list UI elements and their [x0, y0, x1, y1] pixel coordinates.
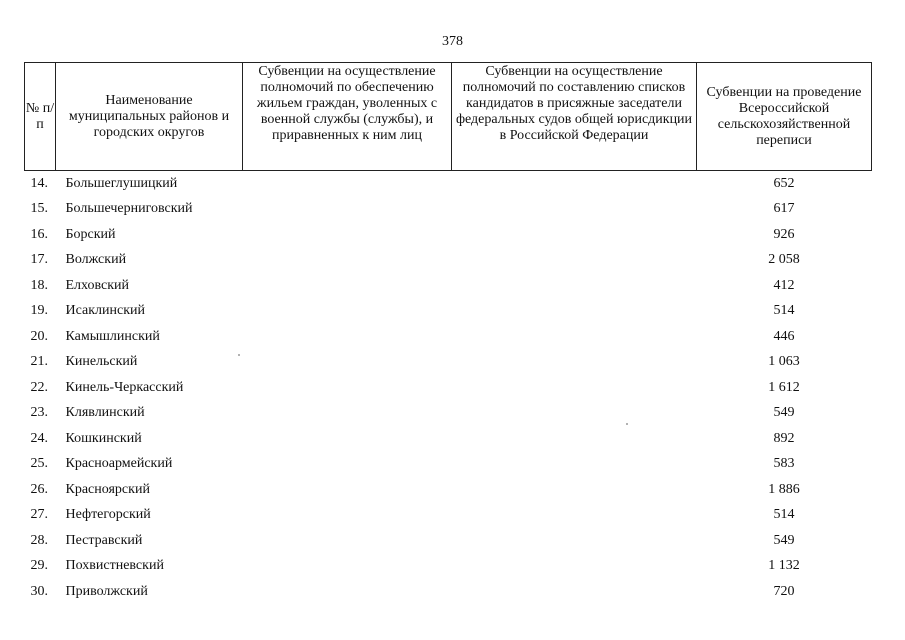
- row-number: 18.: [30, 277, 48, 293]
- row-agricultural-census-subvention: 926: [773, 226, 795, 242]
- row-housing-subvention: [243, 273, 452, 299]
- row-agricultural-census-subvention: 1 063: [768, 354, 800, 370]
- table-row: [25, 248, 872, 274]
- row-housing-subvention: [243, 248, 452, 274]
- row-housing-subvention: [243, 324, 452, 350]
- header-number: № п/п: [25, 63, 56, 171]
- table-row: [25, 426, 872, 452]
- row-municipality-name: Камышлинский: [65, 328, 160, 344]
- row-jurors-subvention: [452, 324, 697, 350]
- row-housing-subvention: [243, 477, 452, 503]
- row-jurors-subvention: [452, 452, 697, 478]
- row-municipality-name: Борский: [65, 226, 116, 242]
- row-municipality-name: Кинельский: [65, 354, 138, 370]
- row-municipality-name: Клявлинский: [65, 405, 145, 421]
- row-number: 23.: [30, 405, 48, 421]
- table-row: [25, 452, 872, 478]
- row-agricultural-census-subvention: 617: [773, 201, 795, 217]
- row-number: 29.: [30, 558, 48, 574]
- row-number: 22.: [30, 379, 48, 395]
- table-row: [25, 171, 872, 197]
- row-number: 21.: [30, 354, 48, 370]
- table-row: [25, 401, 872, 427]
- row-jurors-subvention: [452, 222, 697, 248]
- row-housing-subvention: [243, 299, 452, 325]
- table-row: [25, 554, 872, 580]
- row-jurors-subvention: [452, 579, 697, 605]
- row-municipality-name: Красноярский: [65, 481, 150, 497]
- row-housing-subvention: [243, 554, 452, 580]
- row-agricultural-census-subvention: 549: [773, 405, 795, 421]
- row-jurors-subvention: [452, 248, 697, 274]
- row-agricultural-census-subvention: 549: [773, 532, 795, 548]
- header-housing-subvention: Субвенции на осуществление полномочий по обеспечению жильем граждан, уволенных с военной службы (службы), и приравненных к ним лиц: [243, 63, 452, 171]
- row-jurors-subvention: [452, 528, 697, 554]
- table-row: [25, 324, 872, 350]
- page-number: 378: [442, 34, 463, 49]
- header-row: [25, 63, 872, 171]
- row-municipality-name: Похвистневский: [65, 558, 164, 574]
- row-housing-subvention: [243, 401, 452, 427]
- table-row: [25, 222, 872, 248]
- row-number: 20.: [30, 328, 48, 344]
- table-row: [25, 503, 872, 529]
- row-agricultural-census-subvention: 2 058: [768, 252, 800, 268]
- row-agricultural-census-subvention: 446: [773, 328, 795, 344]
- row-jurors-subvention: [452, 554, 697, 580]
- table-row: [25, 273, 872, 299]
- row-municipality-name: Нефтегорский: [65, 507, 151, 523]
- table-row: [25, 579, 872, 605]
- row-number: 19.: [30, 303, 48, 319]
- table-row: [25, 350, 872, 376]
- row-number: 17.: [30, 252, 48, 268]
- row-municipality-name: Елховский: [65, 277, 130, 293]
- row-housing-subvention: [243, 171, 452, 197]
- row-jurors-subvention: [452, 503, 697, 529]
- row-agricultural-census-subvention: 720: [773, 583, 795, 599]
- row-housing-subvention: [243, 350, 452, 376]
- table-row: [25, 528, 872, 554]
- row-agricultural-census-subvention: 514: [773, 507, 795, 523]
- table-row: [25, 375, 872, 401]
- row-housing-subvention: [243, 579, 452, 605]
- row-jurors-subvention: [452, 375, 697, 401]
- row-number: 15.: [30, 201, 48, 217]
- row-number: 25.: [30, 456, 48, 472]
- row-municipality-name: Большечерниговский: [65, 201, 193, 217]
- row-housing-subvention: [243, 426, 452, 452]
- row-jurors-subvention: [452, 401, 697, 427]
- table-row: [25, 477, 872, 503]
- row-agricultural-census-subvention: 1 612: [768, 379, 800, 395]
- row-municipality-name: Красноармейский: [65, 456, 173, 472]
- row-jurors-subvention: [452, 197, 697, 223]
- row-housing-subvention: [243, 222, 452, 248]
- row-housing-subvention: [243, 375, 452, 401]
- row-municipality-name: Кошкинский: [65, 430, 142, 446]
- row-housing-subvention: [243, 503, 452, 529]
- header-municipality-name: Наименование муниципальных районов и городских округов: [56, 63, 243, 171]
- row-agricultural-census-subvention: 652: [773, 175, 795, 191]
- table-row: [25, 299, 872, 325]
- row-jurors-subvention: [452, 350, 697, 376]
- row-jurors-subvention: [452, 477, 697, 503]
- row-housing-subvention: [243, 197, 452, 223]
- row-agricultural-census-subvention: 1 132: [768, 558, 800, 574]
- row-jurors-subvention: [452, 273, 697, 299]
- row-housing-subvention: [243, 452, 452, 478]
- row-agricultural-census-subvention: 892: [773, 430, 795, 446]
- row-number: 16.: [30, 226, 48, 242]
- table-body: [25, 171, 872, 605]
- row-agricultural-census-subvention: 1 886: [768, 481, 800, 497]
- row-jurors-subvention: [452, 171, 697, 197]
- table-row: [25, 197, 872, 223]
- row-number: 27.: [30, 507, 48, 523]
- table-header: [25, 63, 872, 171]
- row-number: 14.: [30, 175, 48, 191]
- row-municipality-name: Кинель-Черкасский: [65, 379, 184, 395]
- row-agricultural-census-subvention: 412: [773, 277, 795, 293]
- row-number: 28.: [30, 532, 48, 548]
- row-agricultural-census-subvention: 583: [773, 456, 795, 472]
- row-housing-subvention: [243, 528, 452, 554]
- row-municipality-name: Большеглушицкий: [65, 175, 178, 191]
- header-jurors-subvention: Субвенции на осуществление полномочий по составлению списков кандидатов в присяжные заседатели федеральных судов общей юрисдикции в Российской Федерации: [452, 63, 697, 171]
- scan-speck: [626, 423, 628, 425]
- row-municipality-name: Приволжский: [65, 583, 148, 599]
- row-municipality-name: Исаклинский: [65, 303, 145, 319]
- subventions-table-container: [24, 62, 871, 605]
- header-agricultural-census-subvention: Субвенции на проведение Всероссийской сельскохозяйственной переписи: [697, 63, 872, 171]
- row-municipality-name: Волжский: [65, 252, 127, 268]
- row-municipality-name: Пестравский: [65, 532, 143, 548]
- row-jurors-subvention: [452, 426, 697, 452]
- row-agricultural-census-subvention: 514: [773, 303, 795, 319]
- row-number: 30.: [30, 583, 48, 599]
- row-number: 26.: [30, 481, 48, 497]
- scan-speck: [238, 354, 240, 356]
- subventions-table: [24, 62, 872, 605]
- row-number: 24.: [30, 430, 48, 446]
- row-jurors-subvention: [452, 299, 697, 325]
